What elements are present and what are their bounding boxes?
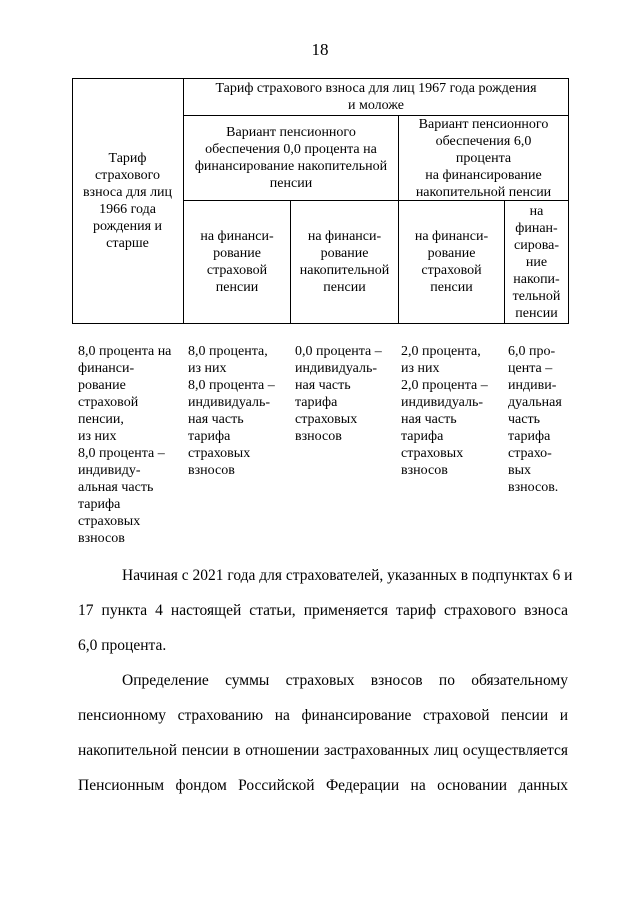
subheader-1: на финанси- рование страховой пенсии — [200, 229, 274, 295]
paragraph-2-line-3: накопительной пенсии в отношении застрахованных лиц осуществляется — [78, 742, 568, 759]
data-cell-3: 0,0 процента – индивидуаль- ная часть тарифа страховых взносов — [295, 344, 382, 444]
table-bottom-border — [72, 323, 569, 324]
paragraph-1 — [78, 558, 573, 663]
data-cell-5: 6,0 про- цента – индиви- дуальная часть тарифа страхо- вых взносов. — [508, 344, 562, 495]
variant-b-header: Вариант пенсионного обеспечения 6,0 процента на финансирование накопительной пенсии — [415, 116, 552, 200]
paragraph-2-line-4: Пенсионным фондом Российской Федерации на основании данных — [78, 777, 568, 794]
data-cell-2: 8,0 процента, из них 8,0 процента – индивидуаль- ная часть тарифа страховых взносов — [188, 344, 275, 478]
subheader-3: на финанси- рование страховой пенсии — [414, 229, 489, 295]
page-number: 18 — [311, 40, 329, 59]
col1-header: Тариф страхового взноса для лиц 1966 года рождения и старше — [82, 151, 173, 251]
data-cell-1: 8,0 процента на финанси- рование страховой пенсии, из них 8,0 процента – индивиду- альная часть тарифа страховых взносов — [78, 344, 172, 546]
paragraph-2-line-2: пенсионному страхованию на финансирование страховой пенсии и — [78, 707, 568, 724]
paragraph-1-line-3: 6,0 процента. — [78, 637, 167, 654]
group-header: Тариф страхового взноса для лиц 1967 года рождения и моложе — [215, 81, 537, 113]
paragraph-2 — [78, 663, 568, 803]
paragraph-2-line-1: Определение суммы страховых взносов по обязательному — [122, 672, 568, 689]
paragraph-1-line-1: Начиная с 2021 года для страхователей, указанных в подпунктах 6 и — [122, 567, 573, 584]
subheader-2: на финанси- рование накопительной пенсии — [299, 229, 390, 295]
variant-a-header: Вариант пенсионного обеспечения 0,0 процента на финансирование накопительной пенсии — [194, 125, 388, 191]
subheader-4: на финан- сирова- ние накопи- тельной пенсии — [512, 203, 561, 321]
paragraph-1-line-2: 17 пункта 4 настоящей статьи, применяется тариф страхового взноса — [78, 602, 568, 619]
data-cell-4: 2,0 процента, из них 2,0 процента – индивидуаль- ная часть тарифа страховых взносов — [401, 344, 488, 478]
